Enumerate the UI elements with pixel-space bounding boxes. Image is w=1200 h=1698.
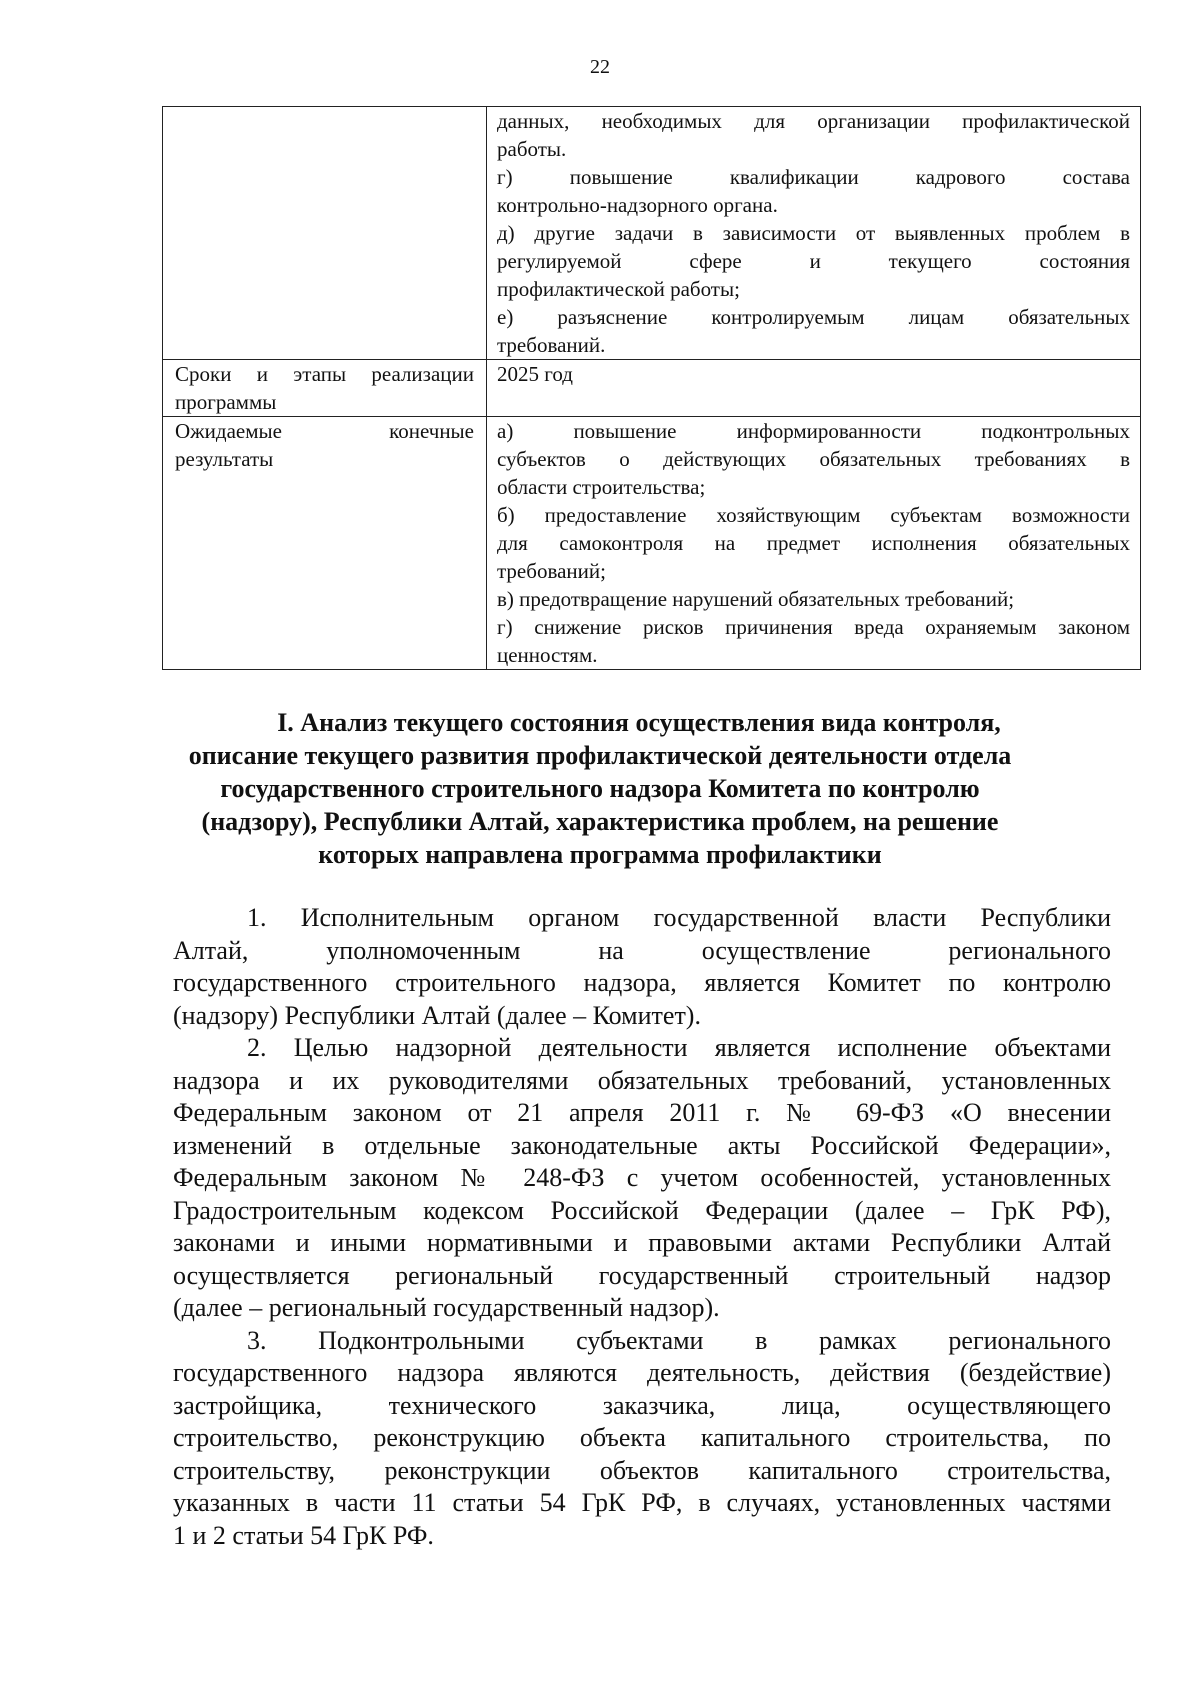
text-line: изменений в отдельные законодательные акты Российской Федерации», (173, 1130, 1111, 1160)
content-line: г) снижение рисков причинения вреда охраняемым законом (497, 615, 1130, 639)
text-line: Градостроительным кодексом Российской Федерации (далее – ГрК РФ), (173, 1195, 1111, 1225)
label-line: результаты (175, 447, 274, 471)
text-line: строительству, реконструкции объектов капитального строительства, (173, 1455, 1111, 1485)
heading-line: которых направлена программа профилактики (318, 840, 882, 869)
heading-line: государственного строительного надзора Комитета по контролю (220, 774, 980, 803)
content-line: субъектов о действующих обязательных требованиях в (497, 447, 1130, 471)
content-line: области строительства; (497, 475, 706, 499)
content-line: для самоконтроля на предмет исполнения обязательных (497, 531, 1130, 555)
content-line: регулируемой сфере и текущего состояния (497, 249, 1130, 273)
text-line: государственного надзора являются деятельность, действия (бездействие) (173, 1358, 1111, 1387)
content-line: требований. (497, 333, 606, 357)
text-line: (далее – региональный государственный надзор). (173, 1293, 720, 1322)
text-line: указанных в части 11 статьи 54 ГрК РФ, в случаях, установленных частями (173, 1488, 1111, 1517)
body-text (173, 902, 1111, 1552)
label-line: программы (175, 390, 277, 414)
text-line: 2. Целью надзорной деятельности является исполнение объектами (247, 1033, 1111, 1062)
table-row (163, 360, 1141, 417)
text-line: 1. Исполнительным органом государственной власти Республики (247, 903, 1111, 932)
paragraph-3 (173, 1325, 1111, 1553)
text-line: строительство, реконструкцию объекта капитального строительства, по (173, 1423, 1111, 1452)
text-line: осуществляется региональный государственный строительный надзор (173, 1260, 1111, 1290)
page-number: 22 (590, 56, 610, 78)
content-line: ценностям. (497, 643, 598, 667)
program-passport-table (162, 106, 1141, 670)
heading-line: (надзору), Республики Алтай, характеристика проблем, на решение (201, 807, 999, 836)
content-line: работы. (497, 137, 567, 161)
content-line: а) повышение информированности подконтрольных (497, 419, 1130, 443)
row-label-cell (163, 107, 487, 360)
content-line: контрольно-надзорного органа. (497, 193, 778, 217)
paragraph-1 (173, 902, 1111, 1032)
text-line: 3. Подконтрольными субъектами в рамках регионального (247, 1325, 1111, 1355)
content-line: г) повышение квалификации кадрового состава (497, 165, 1130, 189)
text-line: застройщика, технического заказчика, лица, осуществляющего (173, 1390, 1111, 1420)
label-line: Ожидаемые конечные (175, 419, 474, 443)
row-content-cell (487, 360, 1141, 417)
content-line: данных, необходимых для организации профилактической (497, 109, 1130, 133)
heading-line: I. Анализ текущего состояния осуществления вида контроля, (277, 708, 1001, 737)
heading-line: описание текущего развития профилактической деятельности отдела (188, 741, 1012, 770)
text-line: (надзору) Республики Алтай (далее – Комитет). (173, 1000, 701, 1030)
text-line: Алтай, уполномоченным на осуществление регионального (173, 935, 1111, 965)
content-line: е) разъяснение контролируемым лицам обязательных (497, 305, 1130, 329)
content-line: профилактической работы; (497, 277, 740, 301)
text-line: Федеральным законом № 248-ФЗ с учетом особенностей, установленных (173, 1163, 1111, 1192)
content-line: в) предотвращение нарушений обязательных требований; (497, 587, 1015, 611)
text-line: законами и иными нормативными и правовыми актами Республики Алтай (173, 1228, 1111, 1257)
label-line: Сроки и этапы реализации (175, 362, 474, 386)
row-label-cell (163, 417, 487, 670)
row-label-cell (163, 360, 487, 417)
content-line: 2025 год (497, 362, 573, 386)
text-line: надзора и их руководителями обязательных требований, установленных (173, 1065, 1111, 1095)
row-content-cell (487, 417, 1141, 670)
row-content-cell (487, 107, 1141, 360)
text-line: государственного строительного надзора, является Комитет по контролю (173, 968, 1111, 997)
table-row (163, 107, 1141, 360)
content-line: д) другие задачи в зависимости от выявленных проблем в (497, 221, 1130, 245)
content-line: б) предоставление хозяйствующим субъектам возможности (497, 503, 1130, 527)
paragraph-2 (173, 1032, 1111, 1325)
table-row (163, 417, 1141, 670)
section-heading (140, 706, 1060, 871)
text-line: Федеральным законом от 21 апреля 2011 г. № 69-ФЗ «О внесении (173, 1098, 1111, 1127)
text-line: 1 и 2 статьи 54 ГрК РФ. (173, 1520, 434, 1550)
content-line: требований; (497, 559, 606, 583)
